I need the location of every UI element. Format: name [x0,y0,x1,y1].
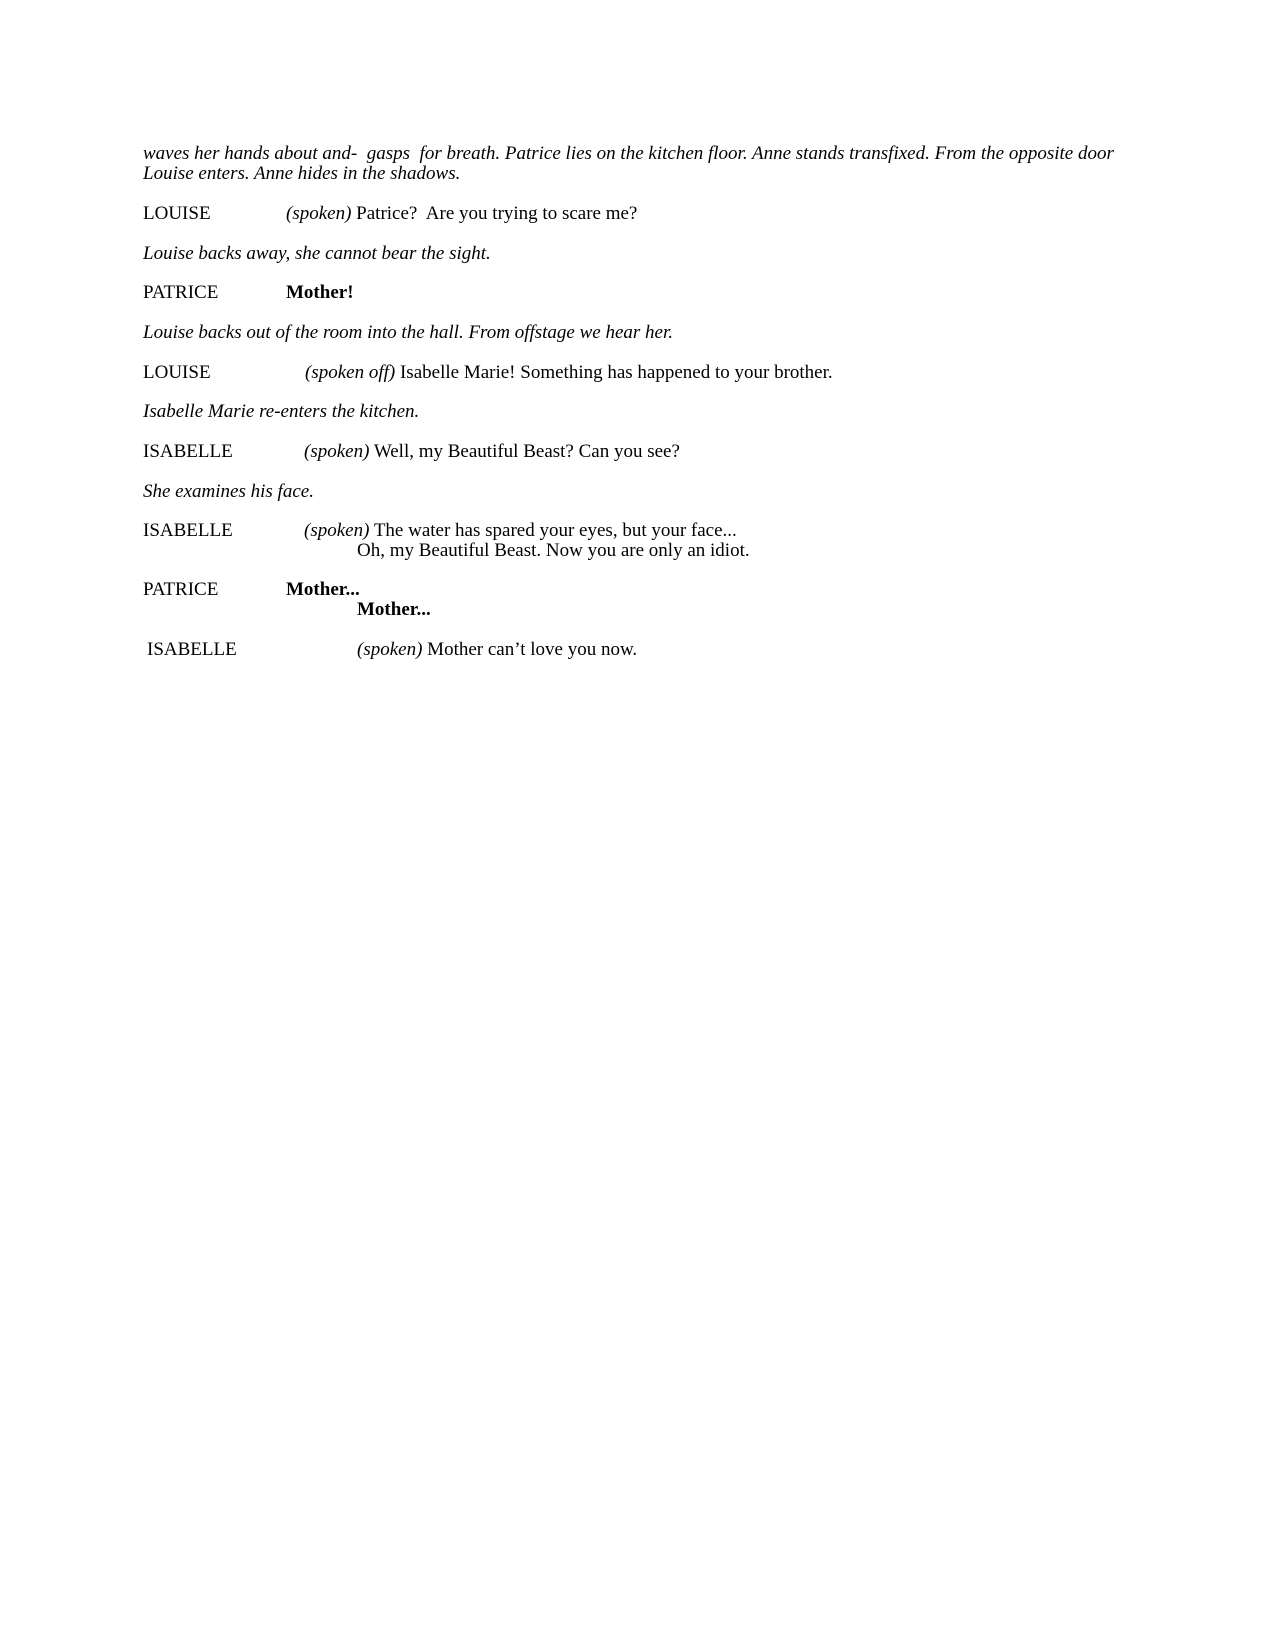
character-cue: LOUISE [143,203,211,224]
sung-line: Mother... [286,579,360,600]
dialogue-text: Mother can’t love you now. [422,639,638,660]
stage-direction: Louise backs out of the room into the hall. From offstage we hear her. [143,322,674,343]
dialogue-text: Isabelle Marie! Something has happened to your brother. [395,362,833,383]
parenthetical: (spoken) [357,639,423,660]
dialogue-line [304,441,680,462]
dialogue-text: Well, my Beautiful Beast? Can you see? [369,441,680,462]
stage-direction: Louise enters. Anne hides in the shadows. [143,163,461,184]
character-cue: PATRICE [143,282,219,303]
character-cue: ISABELLE [147,639,237,660]
character-cue: PATRICE [143,579,219,600]
sung-line: Mother... [357,599,431,620]
sung-line: Mother! [286,282,354,303]
stage-direction: Louise backs away, she cannot bear the sight. [143,243,491,264]
character-cue: LOUISE [143,362,211,383]
parenthetical: (spoken) [304,441,370,462]
stage-direction: Isabelle Marie re-enters the kitchen. [143,401,420,422]
dialogue-line [286,203,637,224]
parenthetical: (spoken) [286,203,352,224]
character-cue: ISABELLE [143,520,233,541]
dialogue-line [357,639,637,660]
dialogue-line: Oh, my Beautiful Beast. Now you are only an idiot. [357,540,750,561]
stage-direction: waves her hands about and- gasps for breath. Patrice lies on the kitchen floor. Anne stands transfixed. From the opposite door [143,143,1114,164]
parenthetical: (spoken) [304,520,370,541]
stage-direction: She examines his face. [143,481,314,502]
dialogue-text: Patrice? Are you trying to scare me? [351,203,638,224]
dialogue-line [305,362,833,383]
dialogue-line [304,520,737,541]
character-cue: ISABELLE [143,441,233,462]
parenthetical: (spoken off) [305,362,396,383]
dialogue-text: The water has spared your eyes, but your face... [369,520,737,541]
